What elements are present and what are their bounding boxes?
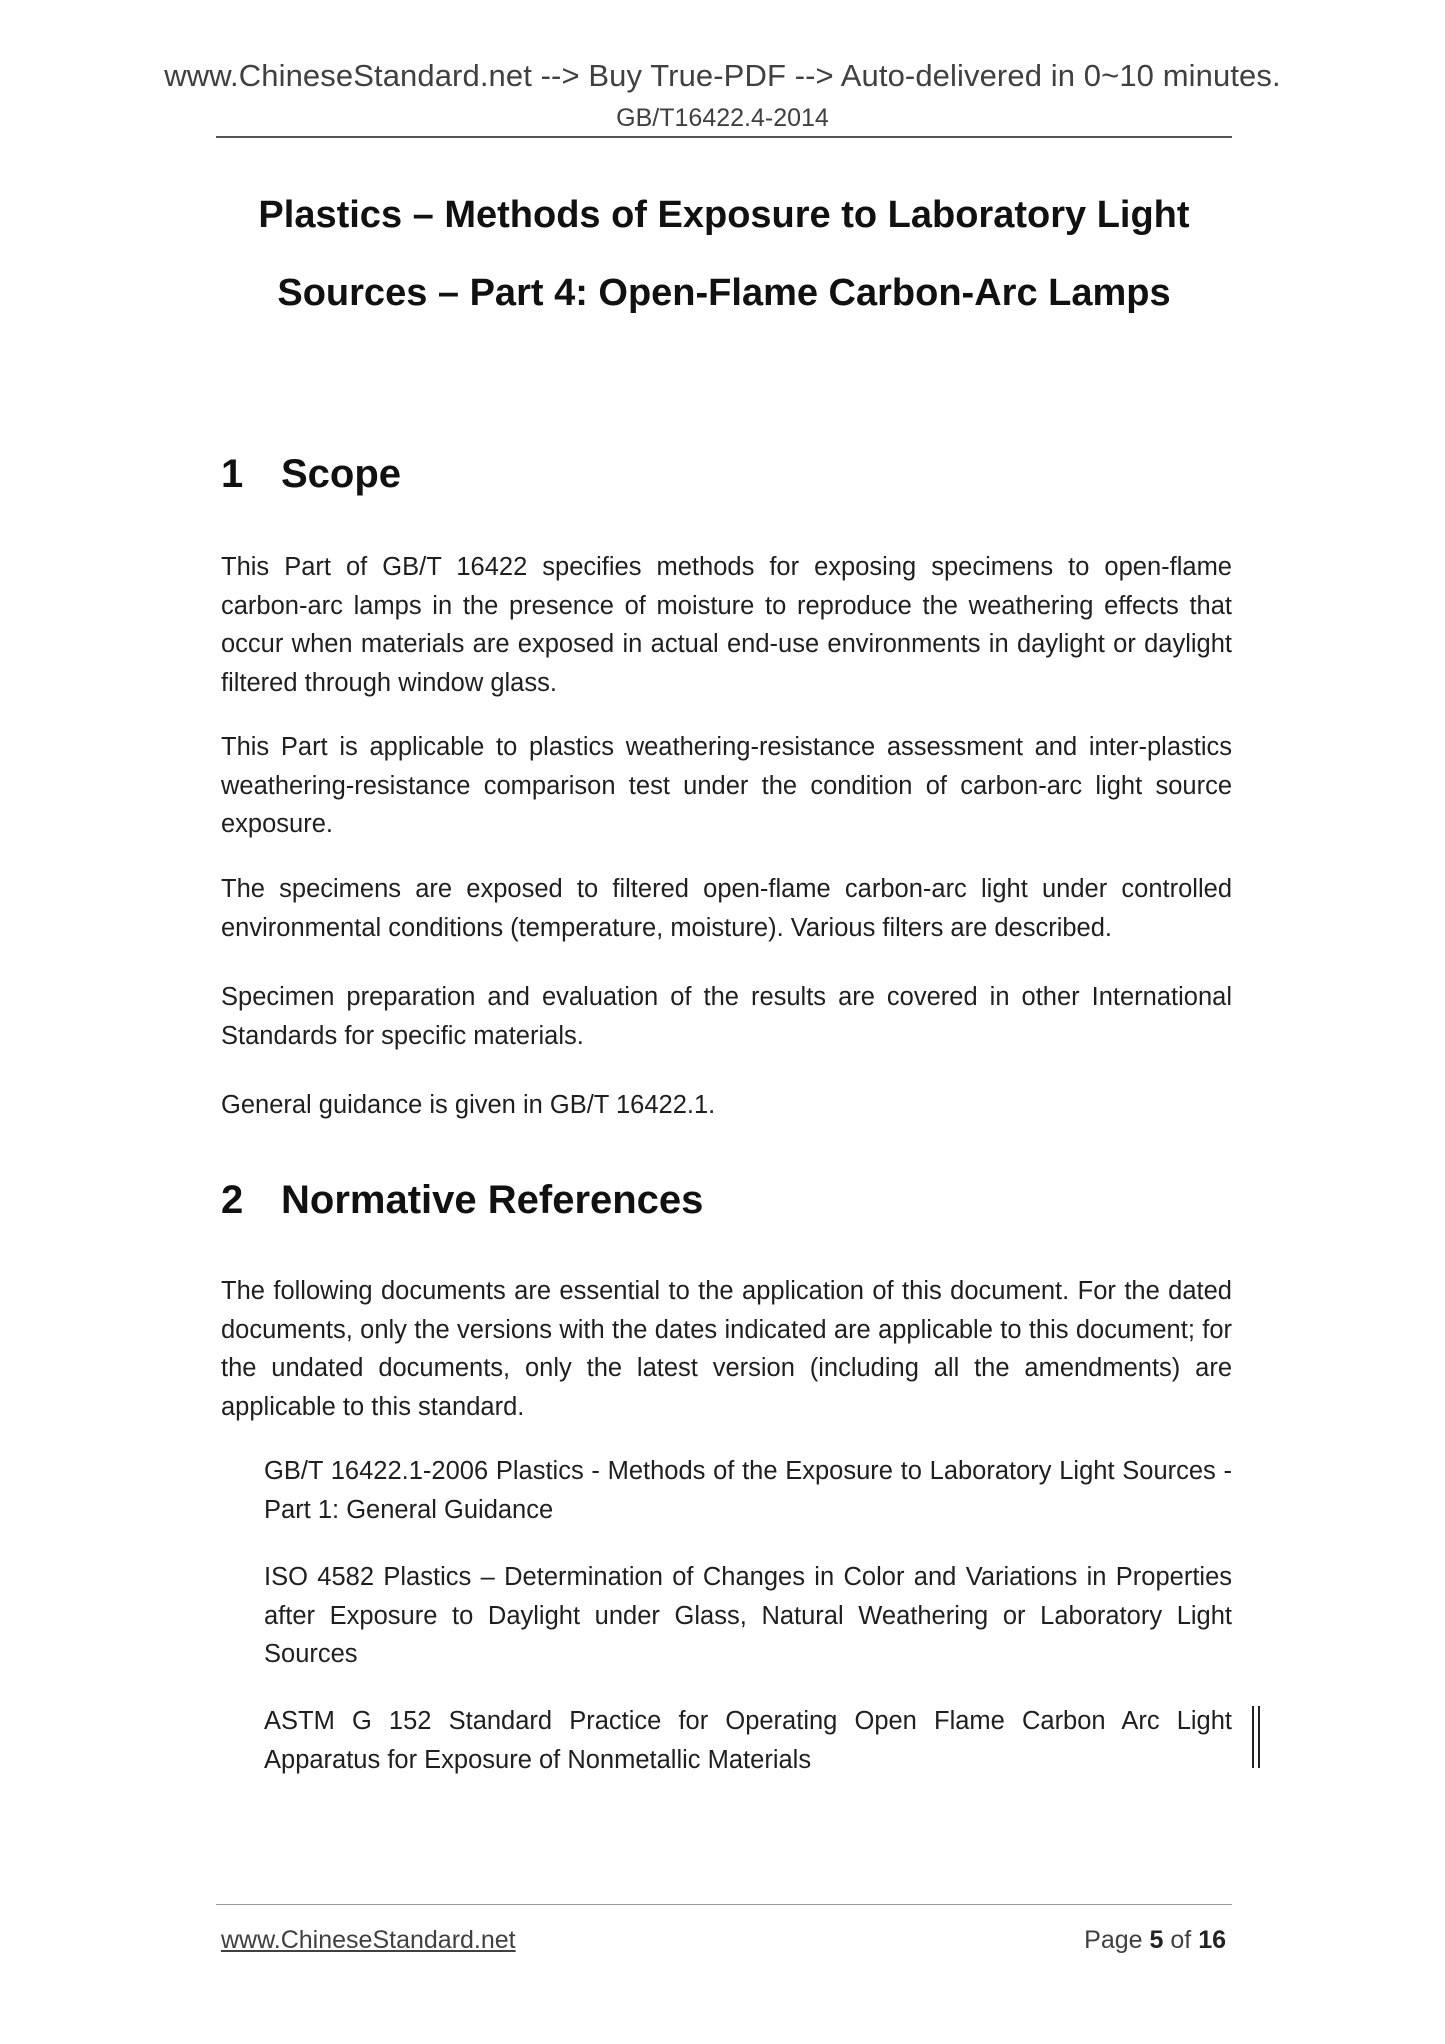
scope-paragraph-3: The specimens are exposed to filtered open-flame carbon-arc light under controlled environmental conditions (temperature, moisture). Various filters are described.: [221, 875, 1232, 942]
section-2-number: 2: [221, 1178, 244, 1222]
section-1-title: Scope: [281, 452, 402, 496]
current-page: 5: [1149, 1926, 1164, 1954]
total-pages: 16: [1198, 1926, 1226, 1954]
document-title-line-1: Plastics – Methods of Exposure to Laboratory Light: [258, 194, 1190, 236]
scope-paragraph-4: Specimen preparation and evaluation of the results are covered in other International Standards for specific materials.: [221, 983, 1232, 1050]
scope-paragraph-1: This Part of GB/T 16422 specifies methods for exposing specimens to open-flame carbon-arc lamps in the presence of moisture to reproduce the weathering effects that occur when materials are exposed in actual end-use environments in daylight or daylight filtered through window glass.: [221, 553, 1232, 697]
references-intro: The following documents are essential to the application of this document. For the dated documents, only the versions with the dates indicated are applicable to this document; for the undated documents, only the latest version (including all the amendments) are applicable to this standard.: [221, 1277, 1232, 1421]
section-2-heading: [221, 1178, 703, 1223]
section-1-number: 1: [221, 452, 244, 496]
header-divider: [216, 136, 1232, 138]
section-2-title: Normative References: [281, 1178, 704, 1222]
page-number: [1084, 1926, 1226, 1955]
footer-divider: [216, 1904, 1232, 1905]
scope-paragraph-5: General guidance is given in GB/T 16422.1.: [221, 1091, 716, 1119]
section-1-heading: [221, 452, 401, 497]
reference-item: ASTM G 152 Standard Practice for Operating Open Flame Carbon Arc Light Apparatus for Exposure of Nonmetallic Materials: [264, 1707, 1232, 1774]
document-id: GB/T16422.4-2014: [616, 104, 829, 132]
reference-item: GB/T 16422.1-2006 Plastics - Methods of the Exposure to Laboratory Light Sources - Part 1: General Guidance: [264, 1457, 1232, 1524]
header-banner: www.ChineseStandard.net --> Buy True-PDF --> Auto-delivered in 0~10 minutes.: [164, 58, 1281, 93]
page-of-label: of: [1170, 1926, 1192, 1954]
page-label: Page: [1084, 1926, 1143, 1954]
scope-paragraph-2: This Part is applicable to plastics weathering-resistance assessment and inter-plastics weathering-resistance comparison test under the condition of carbon-arc light source exposure.: [221, 733, 1232, 838]
document-title-line-2: Sources – Part 4: Open-Flame Carbon-Arc Lamps: [277, 272, 1171, 314]
reference-item: ISO 4582 Plastics – Determination of Changes in Color and Variations in Properties after Exposure to Daylight under Glass, Natural Weathering or Laboratory Light Sources: [264, 1563, 1232, 1668]
footer-website-link[interactable]: www.ChineseStandard.net: [221, 1926, 516, 1954]
revision-change-bar: [1252, 1706, 1260, 1768]
